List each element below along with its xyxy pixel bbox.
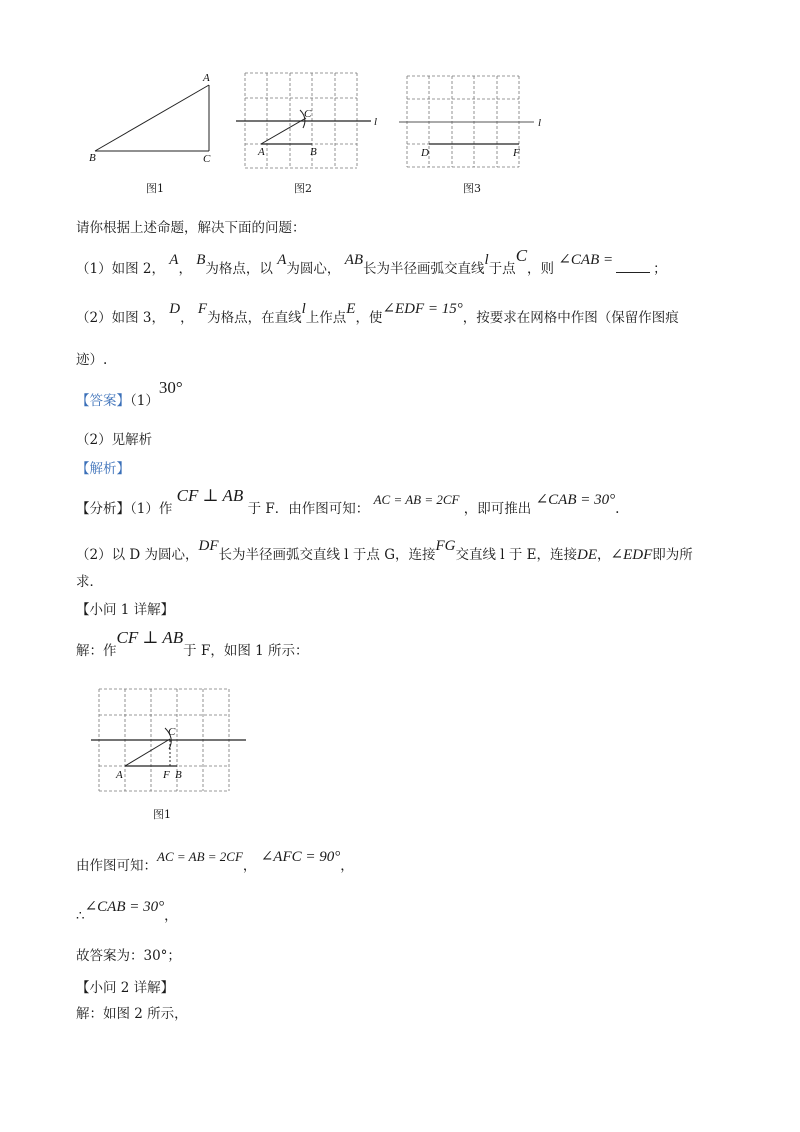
figure-1-triangle (85, 70, 220, 170)
derive-sep: ， (242, 858, 257, 874)
question-2 (76, 301, 679, 328)
q1-line-l: l (484, 252, 489, 268)
fenxi-end: . (615, 501, 620, 517)
q2-text-4: ，按要求在网格中作图（保留作图痕 (462, 310, 679, 326)
figure-1-caption: 图1 (146, 182, 164, 195)
label-l: l (374, 116, 378, 128)
answer-blank[interactable] (616, 260, 650, 273)
analysis-label: 【解析】 (76, 461, 130, 477)
label-D: D (421, 147, 429, 159)
sub1-perp: CF ⊥ AB (116, 628, 184, 647)
q1-text-4: 于点 (488, 261, 516, 277)
label-C: C (168, 726, 176, 738)
sub2-title: 【小问 2 详解】 (76, 980, 175, 996)
sub1-sol-prefix: 解：作 (76, 643, 117, 659)
derive-prefix: 由作图可知： (76, 858, 157, 874)
derive-end: ， (340, 858, 354, 874)
q1-point-B: B (196, 252, 206, 268)
fenxi2-FG: FG (435, 538, 456, 554)
fenxi2-text-2: 长为半径画弧交直线 l 于点 G，连接 (218, 547, 436, 563)
label-l: l (538, 117, 542, 129)
label-F: F (163, 769, 170, 781)
figure-2-grid (230, 68, 390, 174)
q2-point-D: D (169, 301, 181, 317)
segment-AC (125, 739, 170, 766)
q1-angle: ∠CAB = (558, 252, 614, 268)
q1-point-A2: A (277, 252, 287, 268)
fenxi-label: 【分析】（1）作 (76, 501, 173, 517)
therefore-end: ， (164, 908, 178, 924)
intro-text: 请你根据上述命题，解决下面的问题： (76, 220, 306, 236)
q2-point-E: E (346, 301, 356, 317)
fenxi2-DF: DF (198, 538, 219, 554)
derive-line (76, 849, 354, 876)
therefore-symbol: ∴ (76, 908, 85, 924)
q2-text-3: ，使 (355, 310, 383, 326)
segment-AC (261, 118, 306, 144)
q1-text-2: 为圆心， (286, 261, 341, 277)
fenxi2-text-5: 即为所 (652, 547, 693, 563)
question-1 (76, 246, 667, 279)
segment-BA (95, 85, 209, 151)
fenxi-2-line-2: 求． (76, 574, 103, 590)
sub2-text: 解：如图 2 所示， (76, 1006, 188, 1022)
answer-value-1: 30° (158, 378, 183, 397)
q1-text-5: ，则 (527, 261, 555, 277)
figure-2-caption: 图2 (294, 182, 312, 195)
question-2-line-2: 迹）. (76, 352, 108, 368)
answer-part-1: （1） (130, 393, 159, 409)
fenxi2-DE: DE (577, 547, 598, 563)
q2-prefix: （2）如图 3， (76, 310, 165, 326)
fenxi2-text-3: 交直线 l 于 E，连接 (455, 547, 578, 563)
therefore-line (76, 899, 178, 926)
label-C: C (203, 153, 211, 165)
q1-point-A: A (169, 252, 179, 268)
q2-angle: ∠EDF = 15° (382, 301, 463, 317)
sub1-sol-suffix: 于 F，如图 1 所示： (183, 643, 309, 659)
q1-text-1: 为格点，以 (205, 261, 273, 277)
label-A: A (203, 72, 210, 84)
solution-figure-1-caption: 图1 (153, 808, 171, 821)
answer-label: 【答案】 (76, 393, 130, 409)
fenxi-angle: ∠CAB = 30° (535, 492, 616, 508)
fenxi2-angle: ∠EDF (610, 547, 653, 563)
answer-part-2: （2）见解析 (76, 432, 153, 448)
q2-point-F: F (197, 301, 208, 317)
fenxi2-text-1: （2）以 D 为圆心， (76, 547, 199, 563)
q1-prefix: （1）如图 2， (76, 261, 165, 277)
q2-comma: ， (180, 310, 194, 326)
fenxi2-text-4: ， (597, 547, 611, 563)
label-B: B (310, 146, 317, 158)
label-B: B (175, 769, 182, 781)
q2-text-2: 上作点 (305, 310, 347, 326)
label-F: F (513, 147, 520, 159)
therefore-angle: ∠CAB = 30° (84, 899, 165, 915)
q1-comma: ， (178, 261, 192, 277)
label-B: B (89, 152, 96, 164)
q1-segment-AB: AB (344, 252, 364, 268)
derive-equation: AC = AB = 2CF (157, 849, 243, 864)
fenxi-line (76, 486, 620, 519)
derive-angle: ∠AFC = 90° (260, 849, 341, 865)
fenxi-equation: AC = AB = 2CF (373, 492, 460, 507)
label-A: A (116, 769, 123, 781)
solution-figure-1 (88, 682, 253, 800)
figure-3-grid (396, 68, 556, 174)
q1-text-3: 长为半径画弧交直线 (363, 261, 485, 277)
q2-text-1: 为格点，在直线 (207, 310, 302, 326)
fenxi-text-2: ，即可推出 (463, 501, 532, 517)
q1-point-C: C (515, 246, 528, 265)
label-A: A (258, 146, 265, 158)
final-answer-1: 故答案为：30°； (76, 948, 181, 964)
answer-line (76, 378, 183, 411)
fenxi-2-line (76, 538, 693, 565)
q1-end: ； (653, 261, 667, 277)
label-C: C (304, 108, 312, 120)
fenxi-perp: CF ⊥ AB (176, 486, 244, 505)
sub1-title: 【小问 1 详解】 (76, 602, 175, 618)
figure-3-caption: 图3 (463, 182, 481, 195)
fenxi-text-1: 于 F．由作图可知： (247, 501, 370, 517)
q2-line-l: l (301, 301, 306, 317)
sub1-solution (76, 628, 309, 661)
